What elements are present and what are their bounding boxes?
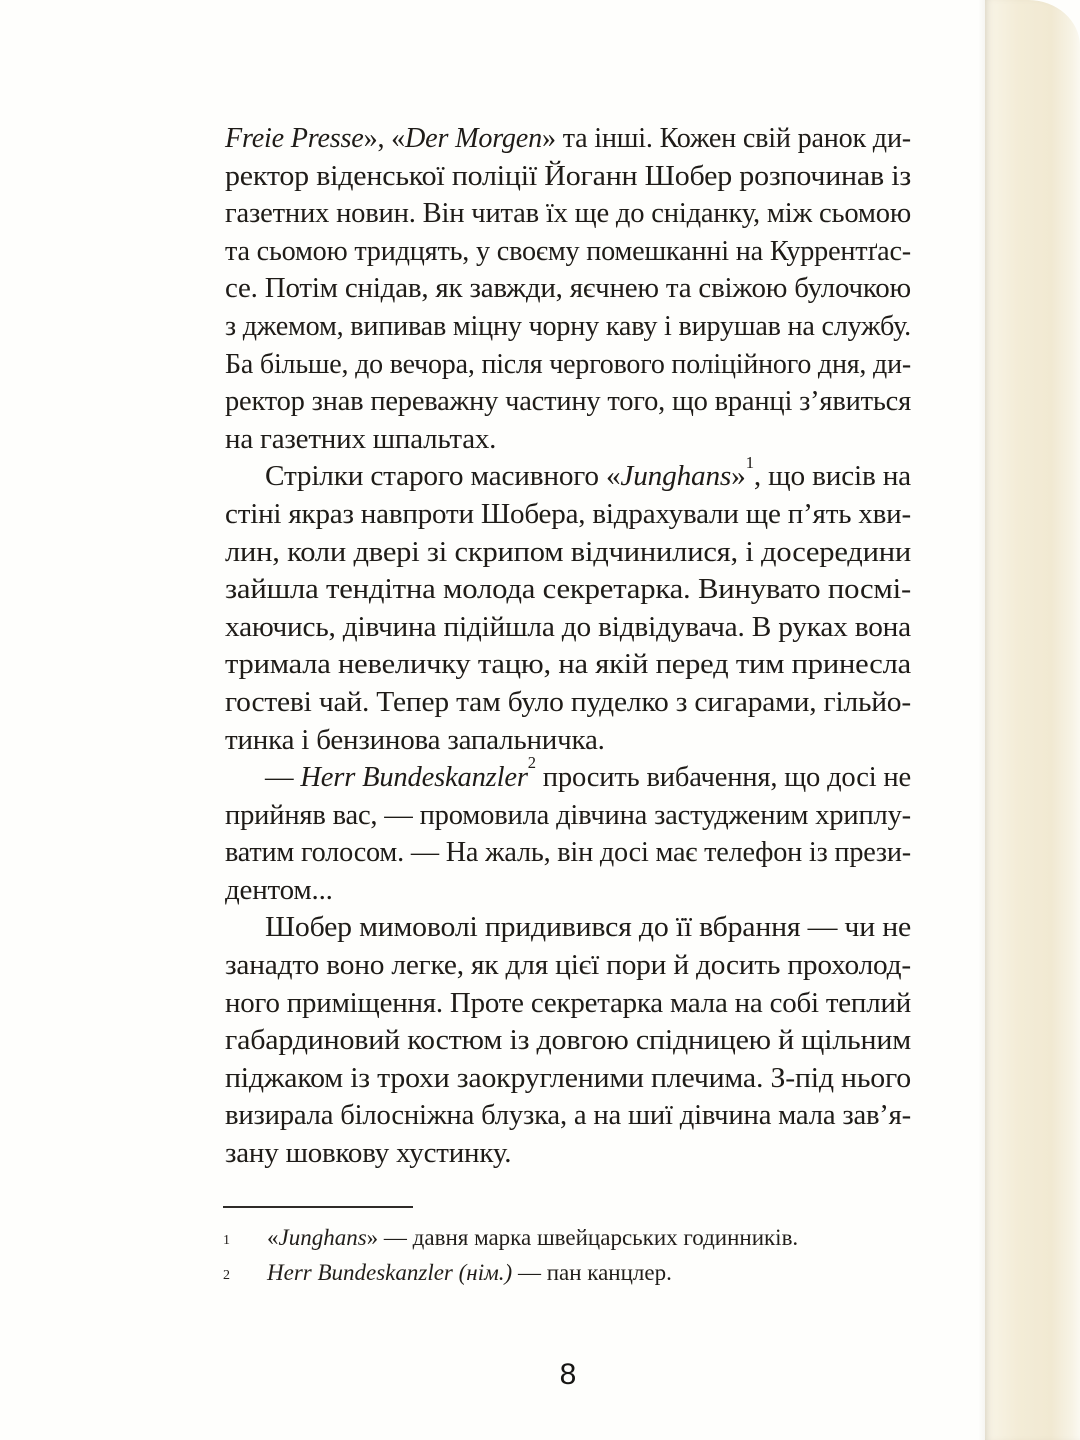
text-segment: дентом...: [225, 873, 333, 906]
text-segment: хаючись, дівчина підійшла до відвідувача. В руках вона: [225, 610, 911, 643]
text-segment: на газетних шпальтах.: [225, 422, 497, 455]
text-segment: се. Потім снідав, як завжди, яєчнею та свіжою булочкою: [225, 272, 911, 305]
text-line: [225, 346, 911, 384]
text-line-content: [225, 1097, 911, 1135]
text-line: [225, 120, 911, 158]
text-segment: » та інші. Кожен свій ранок ди-: [541, 122, 911, 154]
text-line-content: [225, 797, 911, 835]
text-segment: Herr Bundeskanzler (нім.): [267, 1260, 513, 1285]
text-line-content: [225, 1060, 911, 1098]
footnote-list: [223, 1222, 923, 1292]
text-segment: Der Morgen: [405, 122, 542, 154]
text-segment: газетних новин. Він читав їх ще до сніданку, між сьомою: [225, 197, 911, 230]
text-line: [225, 947, 911, 985]
text-line: [225, 985, 911, 1023]
text-line-content: [265, 753, 911, 797]
text-segment: тримала невеличку тацю, на якій перед тим принесла: [225, 648, 911, 681]
text-line-content: [225, 985, 911, 1023]
text-line: [225, 1022, 911, 1060]
text-segment: просить вибачення, що досі не: [535, 761, 911, 794]
text-line: [225, 233, 911, 271]
footnote-divider: [223, 1206, 413, 1208]
footnote-marker: 2: [223, 1268, 230, 1283]
text-line-content: [225, 947, 911, 985]
text-line: [265, 753, 911, 797]
text-line-content: [225, 421, 496, 459]
text-segment: ректор віденської поліції Йоганн Шобер розпочинав із: [225, 159, 911, 192]
text-line: [265, 452, 911, 496]
text-line: [225, 421, 911, 459]
text-segment: Шобер мимоволі придивився до її вбрання — чи не: [265, 911, 911, 944]
footnote: [223, 1222, 923, 1257]
text-line-content: [225, 308, 911, 346]
text-line: [225, 834, 911, 872]
footnote-ref: 1: [745, 452, 754, 472]
text-line-content: [225, 534, 911, 572]
text-line: [225, 1060, 911, 1098]
text-line-content: [225, 158, 911, 196]
text-segment: з джемом, випивав міцну чорну каву і вирушав на службу.: [225, 309, 911, 342]
text-line-content: [225, 722, 605, 760]
text-line: [225, 1097, 911, 1135]
text-segment: тинка і бензинова запальничка.: [225, 723, 605, 756]
text-segment: лин, коли двері зі скрипом відчинилися, і досередини: [225, 535, 912, 568]
text-line-content: [225, 120, 911, 158]
footnote-ref: 2: [527, 753, 536, 773]
text-line-content: [225, 571, 911, 609]
text-segment: піджаком із трохи заокругленими плечима. З-під нього: [225, 1061, 911, 1094]
text-line-content: [225, 383, 911, 421]
text-segment: визирала білосніжна блузка, а на шиї дівчина мала зав’я-: [225, 1099, 911, 1132]
text-line-content: [225, 346, 911, 384]
text-line: [225, 797, 911, 835]
text-segment: , що висів на: [753, 460, 911, 493]
text-segment: Стрілки старого масивного «: [265, 460, 621, 493]
text-line-content: [225, 609, 911, 647]
text-line-content: [225, 195, 911, 233]
text-line: [265, 909, 911, 947]
footnote: [223, 1257, 923, 1292]
text-line-content: [225, 872, 333, 910]
text-segment: зану шовкову хустинку.: [225, 1137, 512, 1170]
text-line: [225, 534, 911, 572]
text-line: [225, 496, 911, 534]
text-line: [225, 383, 911, 421]
text-line: [225, 646, 911, 684]
text-segment: —: [265, 761, 301, 794]
text-segment: — пан канцлер.: [512, 1260, 672, 1285]
text-line-content: [225, 684, 911, 722]
text-line-content: [265, 909, 911, 947]
footnote-text: [267, 1257, 923, 1289]
text-segment: ватим голосом. — На жаль, він досі має телефон із прези-: [225, 836, 911, 869]
text-line: [225, 270, 911, 308]
footnote-marker: 1: [223, 1233, 230, 1248]
text-line: [225, 571, 911, 609]
text-line: [225, 684, 911, 722]
text-line: [225, 722, 911, 760]
text-line: [225, 158, 911, 196]
text-line-content: [225, 233, 911, 271]
text-segment: та сьомою тридцять, у своєму помешканні на Куррентґас-: [225, 234, 911, 267]
text-segment: Freie Presse: [225, 122, 364, 154]
text-segment: стіні якраз навпроти Шобера, відрахували ще п’ять хви-: [225, 497, 912, 530]
text-line-content: [225, 646, 911, 684]
text-line: [225, 609, 911, 647]
text-segment: » — давня марка швейцарських годинників.: [366, 1225, 799, 1250]
text-line-content: [225, 1022, 911, 1060]
text-segment: гостеві чай. Тепер там було пуделко з сигарами, гільйо-: [225, 685, 911, 718]
page-number: 8: [559, 1358, 577, 1391]
text-line-content: [225, 270, 911, 308]
text-line-content: [225, 496, 911, 534]
body-text: [225, 120, 911, 1173]
text-line: [225, 308, 911, 346]
text-segment: ного приміщення. Проте секретарка мала на собі теплий: [225, 986, 911, 1019]
text-segment: зайшла тендітна молода секретарка. Винувато посмі-: [225, 573, 911, 606]
text-line-content: [265, 452, 911, 496]
text-segment: занадто воно легке, як для цієї пори й досить прохолод-: [225, 949, 912, 982]
text-segment: «: [267, 1225, 279, 1250]
text-segment: прийняв вас, — промовила дівчина застудженим хриплу-: [225, 798, 911, 831]
text-segment: Junghans: [278, 1225, 367, 1250]
text-segment: ректор знав переважну частину того, що вранці з’явиться: [225, 385, 911, 418]
text-line-content: [225, 1135, 511, 1173]
text-segment: », «: [363, 122, 406, 154]
book-edge-strip: [985, 0, 1080, 1440]
text-segment: »: [731, 460, 746, 493]
text-line: [225, 872, 911, 910]
text-line-content: [225, 834, 911, 872]
footnote-text: [267, 1222, 923, 1254]
text-line: [225, 195, 911, 233]
text-segment: Herr Bundeskanzler: [300, 761, 528, 794]
text-segment: габардиновий костюм із довгою спідницею й щільним: [225, 1024, 911, 1057]
text-segment: Junghans: [620, 460, 732, 493]
text-line: [225, 1135, 911, 1173]
text-segment: Ба більше, до вечора, після чергового поліційного дня, ди-: [225, 347, 911, 380]
